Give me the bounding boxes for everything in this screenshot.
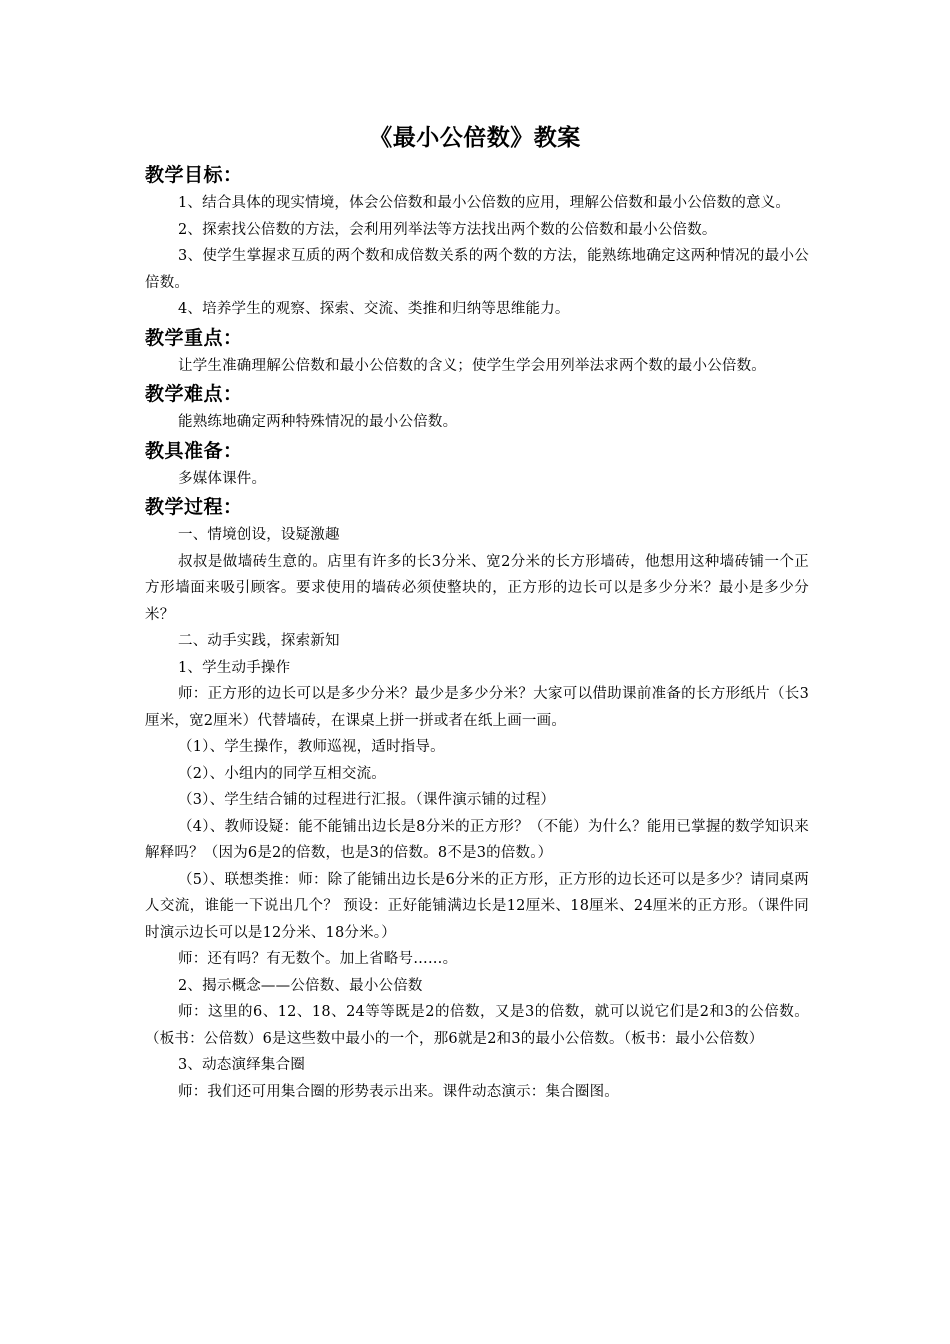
paragraph: （1）、学生操作，教师巡视，适时指导。 <box>178 739 445 755</box>
section-difficult-points <box>145 379 809 436</box>
paragraph: 师：我们还可用集合圈的形势表示出来。课件动态演示：集合圈图。 <box>178 1083 619 1100</box>
paragraph: 2、揭示概念——公倍数、最小公倍数 <box>178 977 423 994</box>
paragraph: 4、培养学生的观察、探索、交流、类推和归纳等思维能力。 <box>178 301 570 317</box>
section-teaching-process <box>145 492 809 1105</box>
paragraph: （2）、小组内的同学互相交流。 <box>178 765 386 782</box>
document-title: 《最小公倍数》教案 <box>369 124 581 151</box>
paragraph: 1、结合具体的现实情境，体会公倍数和最小公倍数的应用，理解公倍数和最小公倍数的意义。 <box>178 195 791 211</box>
paragraph: 叔叔是做墙砖生意的。店里有许多的长3分米、宽2分米的长方形墙砖，他想用这种墙砖铺一个正方形墙面来吸引顾客。要求使用的墙砖必须使整块的，正方形的边长可以是多少分米？最小是多少分米？ <box>145 553 809 623</box>
paragraph: 多媒体课件。 <box>178 470 267 487</box>
paragraph: （4）、教师设疑：能不能铺出边长是8分米的正方形？（不能）为什么？能用已掌握的数学知识来解释吗？（因为6是2的倍数，也是3的倍数。8不是3的倍数。） <box>145 818 809 861</box>
paragraph: 3、动态演绎集合圈 <box>178 1057 306 1073</box>
section-teaching-aids <box>145 436 809 493</box>
paragraph: 让学生准确理解公倍数和最小公倍数的含义；使学生学会用列举法求两个数的最小公倍数。 <box>178 357 766 374</box>
paragraph: 1、学生动手操作 <box>178 659 291 676</box>
paragraph: 师：这里的6、12、18、24等等既是2的倍数，又是3的倍数，就可以说它们是2和3的公倍数。（板书：公倍数）6是这些数中最小的一个，那6就是2和3的最小公倍数。（板书：最小公倍数） <box>145 1004 809 1047</box>
paragraph: 3、使学生掌握求互质的两个数和成倍数关系的两个数的方法，能熟练地确定这两种情况的最小公倍数。 <box>145 248 809 291</box>
section-heading: 教学过程： <box>145 496 243 518</box>
section-teaching-objectives <box>145 160 809 323</box>
paragraph: 能熟练地确定两种特殊情况的最小公倍数。 <box>178 414 458 430</box>
paragraph: 师：正方形的边长可以是多少分米？最少是多少分米？大家可以借助课前准备的长方形纸片（长3厘米，宽2厘米）代替墙砖，在课桌上拼一拼或者在纸上画一画。 <box>145 686 809 729</box>
paragraph: 一、情境创设，设疑激趣 <box>178 527 340 543</box>
section-heading: 教学重点： <box>145 326 243 349</box>
paragraph: 2、探索找公倍数的方法，会利用列举法等方法找出两个数的公倍数和最小公倍数。 <box>178 221 717 238</box>
section-heading: 教学目标： <box>145 164 243 186</box>
section-heading: 教具准备： <box>145 439 243 462</box>
section-key-points <box>145 323 809 380</box>
paragraph: 师：还有吗？有无数个。加上省略号……。 <box>178 951 458 967</box>
document-body <box>145 160 809 1105</box>
paragraph: （3）、学生结合铺的过程进行汇报。（课件演示铺的过程） <box>178 792 556 808</box>
section-heading: 教学难点： <box>145 383 243 405</box>
paragraph: （5）、联想类推：师：除了能铺出边长是6分米的正方形，正方形的边长还可以是多少？请同桌两人交流，谁能一下说出几个？ 预设：正好能铺满边长是12厘米、18厘米、24厘米的正方形。（课件同时演示边长可以是12分米、18分米。） <box>145 871 809 941</box>
paragraph: 二、动手实践，探索新知 <box>178 633 340 649</box>
